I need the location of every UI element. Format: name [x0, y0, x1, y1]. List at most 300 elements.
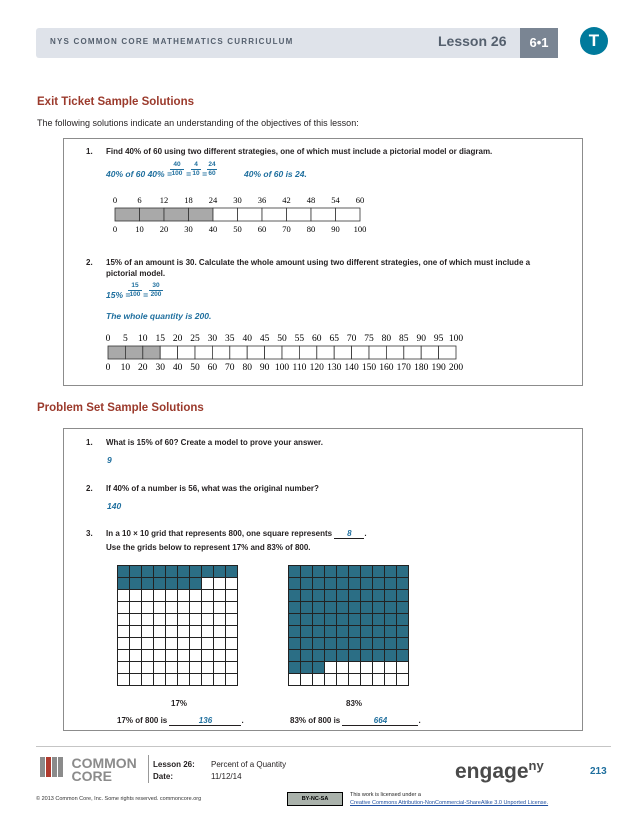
grid-square: [313, 578, 325, 590]
grid-square: [361, 674, 373, 686]
q1-tape-bottom-label: 60: [257, 224, 267, 234]
q1-tape-segment: [287, 208, 312, 221]
grid-square: [349, 602, 361, 614]
grid-square: [397, 674, 409, 686]
grid-square: [349, 566, 361, 578]
grid-square: [325, 674, 337, 686]
grid-square: [166, 674, 178, 686]
grid-square: [226, 602, 238, 614]
grid-square: [349, 674, 361, 686]
q2-tape-top-label: 50: [277, 334, 287, 344]
q1-tape-top-label: 54: [331, 195, 340, 205]
grid-square: [214, 662, 226, 674]
grid-square: [130, 662, 142, 674]
grid-square: [190, 602, 202, 614]
grid2-caption: 83%: [346, 699, 363, 708]
grid-square: [166, 566, 178, 578]
q2-tape-bottom-label: 90: [259, 363, 270, 373]
q2-tape-bottom-label: 150: [361, 363, 377, 373]
q2-tape-bottom-label: 130: [327, 363, 342, 373]
q1-tape-bottom-label: 80: [306, 224, 316, 234]
q1-tape-top-label: 6: [137, 195, 142, 205]
grid-square: [301, 602, 313, 614]
q2-tape-bottom-label: 120: [309, 363, 324, 373]
grid-square: [289, 674, 301, 686]
grid-square: [178, 602, 190, 614]
footer-lesson-label: Lesson 26:: [153, 760, 195, 769]
q2-tape-segment: [178, 346, 195, 359]
q2-tape-diagram: [100, 330, 470, 376]
grid-square: [214, 638, 226, 650]
q2-tape-segment: [369, 346, 386, 359]
grid-square: [289, 626, 301, 638]
copyright: © 2013 Common Core, Inc. Some rights reserved. commoncore.org: [36, 796, 202, 802]
grid-square: [202, 638, 214, 650]
q2-tape-top-label: 65: [329, 334, 339, 344]
q2-tape-segment: [317, 346, 334, 359]
grid-square: [166, 650, 178, 662]
grid-square: [361, 626, 373, 638]
grid-square: [202, 566, 214, 578]
q1-tape-segment: [189, 208, 214, 221]
q2-tape-segment: [386, 346, 403, 359]
grid1-sentence: 17% of 800 is 136 .: [117, 716, 244, 725]
q2-tape-segment: [143, 346, 160, 359]
grid-square: [397, 650, 409, 662]
grid-square: [190, 674, 202, 686]
grid-square: [154, 662, 166, 674]
q2-answer-prefix: 15% =: [106, 290, 131, 300]
q2-tape-top-label: 0: [105, 334, 111, 344]
grid-square: [190, 566, 202, 578]
cc-license-badge: BY-NC-SA: [287, 792, 343, 806]
grid-square: [226, 662, 238, 674]
q2-tape-top-label: 40: [242, 334, 252, 344]
grid-square: [361, 578, 373, 590]
q1-fraction-3: $\frac{24}{60}$: [208, 161, 216, 177]
grid-square: [190, 614, 202, 626]
q2-tape-top-label: 95: [433, 334, 444, 344]
q1-answer-result: 40% of 60 is 24.: [244, 169, 307, 179]
grid-square: [130, 674, 142, 686]
grid-square: [301, 626, 313, 638]
grid-square: [130, 614, 142, 626]
grid-square: [166, 626, 178, 638]
grid-square: [118, 614, 130, 626]
grid-square: [289, 590, 301, 602]
grid-square: [142, 638, 154, 650]
grid-square: [349, 614, 361, 626]
q2-fraction-2: $\frac{30}{200}$: [150, 282, 162, 298]
grid-square: [373, 566, 385, 578]
q1-tape-bottom-label: 100: [353, 224, 367, 234]
q2-tape-bottom-label: 70: [225, 363, 235, 373]
ps-q1-text: What is 15% of 60? Create a model to prove your answer.: [106, 438, 323, 447]
grid-square: [337, 638, 349, 650]
q1-tape-top-label: 48: [306, 195, 316, 205]
grid-square: [214, 578, 226, 590]
grid-square: [373, 674, 385, 686]
grid-square: [373, 650, 385, 662]
grid-square: [349, 662, 361, 674]
footer-date-value: 11/12/14: [211, 772, 242, 781]
grid-square: [385, 674, 397, 686]
grid-square: [226, 638, 238, 650]
grid-17-percent: [117, 565, 238, 686]
q2-tape-bottom-label: 140: [344, 363, 359, 373]
grid-square: [118, 662, 130, 674]
grid-square: [154, 650, 166, 662]
ps-q3-answer: 8: [334, 529, 364, 539]
grid-square: [226, 578, 238, 590]
q1-tape-segment: [336, 208, 361, 221]
grid-square: [130, 578, 142, 590]
grid-square: [289, 614, 301, 626]
q2-tape-top-label: 85: [399, 334, 409, 344]
q1-tape-diagram: [100, 192, 380, 236]
q2-tape-top-label: 75: [364, 334, 374, 344]
grid-square: [349, 590, 361, 602]
grid-square: [118, 590, 130, 602]
grid-square: [361, 590, 373, 602]
grid-square: [397, 638, 409, 650]
q1-tape-top-label: 24: [208, 195, 218, 205]
grid-square: [385, 662, 397, 674]
grid-square: [214, 566, 226, 578]
q1-text: Find 40% of 60 using two different strategies, one of which must include a pictorial model or diagram.: [106, 147, 493, 156]
q2-tape-segment: [282, 346, 299, 359]
q1-answer-prefix: 40% of 60 40% =: [106, 169, 172, 179]
grid-square: [313, 590, 325, 602]
q1-tape-top-label: 18: [184, 195, 193, 205]
q1-tape-top-label: 42: [282, 195, 291, 205]
grid-square: [142, 626, 154, 638]
grid-square: [361, 650, 373, 662]
grid-square: [313, 626, 325, 638]
grid-square: [385, 650, 397, 662]
grid-square: [166, 614, 178, 626]
grid-square: [373, 626, 385, 638]
grid-square: [289, 662, 301, 674]
grid-square: [178, 578, 190, 590]
grid-square: [154, 674, 166, 686]
grid-square: [313, 614, 325, 626]
grid-square: [154, 626, 166, 638]
grid-square: [130, 566, 142, 578]
grid-square: [325, 602, 337, 614]
q2-tape-bottom-label: 110: [292, 363, 307, 373]
grid-square: [154, 590, 166, 602]
q1-tape-bottom-label: 50: [233, 224, 242, 234]
grid-square: [166, 638, 178, 650]
q1-tape-bottom-label: 20: [159, 224, 169, 234]
grid-square: [190, 650, 202, 662]
q2-tape-bottom-label: 0: [105, 363, 111, 373]
q2-tape-segment: [334, 346, 351, 359]
grid-square: [385, 590, 397, 602]
grid-square: [349, 578, 361, 590]
grid-square: [349, 626, 361, 638]
q1-tape-segment: [140, 208, 165, 221]
q2-text-line1: 15% of an amount is 30. Calculate the whole amount using two different strategies, one of which must include a: [106, 258, 531, 267]
q2-tape-segment: [212, 346, 229, 359]
grid-83-percent: [288, 565, 409, 686]
grid-square: [166, 590, 178, 602]
grid-square: [166, 662, 178, 674]
grid-square: [142, 662, 154, 674]
q1-tape-bottom-label: 0: [112, 224, 118, 234]
q1-tape-segment: [262, 208, 287, 221]
grid-square: [349, 650, 361, 662]
grid-square: [226, 614, 238, 626]
grid-square: [154, 602, 166, 614]
q1-tape-top-label: 12: [159, 195, 169, 205]
grid-square: [202, 626, 214, 638]
grid-square: [226, 650, 238, 662]
grid-square: [202, 662, 214, 674]
grid2-answer: 664: [342, 716, 418, 726]
exit-ticket-intro: The following solutions indicate an understanding of the objectives of this lesson:: [37, 118, 359, 128]
q2-tape-top-label: 45: [259, 334, 270, 344]
grid-square: [142, 590, 154, 602]
grid-square: [373, 578, 385, 590]
footer-separator: [148, 755, 149, 783]
grid-square: [325, 614, 337, 626]
grid-square: [178, 614, 190, 626]
q2-tape-bottom-label: 40: [172, 363, 183, 373]
license-link[interactable]: Creative Commons Attribution-NonCommercial-ShareAlike 3.0 Unported License.: [350, 800, 549, 806]
grid-square: [202, 602, 214, 614]
grid-square: [385, 626, 397, 638]
grid-square: [325, 650, 337, 662]
q1-fraction-1: $\frac{40}{100}$: [171, 161, 183, 177]
q2-tape-segment: [160, 346, 177, 359]
grid-square: [325, 578, 337, 590]
q2-tape-segment: [108, 346, 125, 359]
q1-tape-segment: [115, 208, 140, 221]
grid-square: [289, 566, 301, 578]
grid-square: [373, 614, 385, 626]
q2-tape-segment: [230, 346, 247, 359]
grid-square: [289, 638, 301, 650]
q2-eq: =: [143, 290, 148, 300]
q2-tape-segment: [352, 346, 369, 359]
grid-square: [118, 626, 130, 638]
q2-tape-bottom-label: 60: [207, 363, 218, 373]
grid-square: [178, 662, 190, 674]
grid-square: [301, 614, 313, 626]
grid-square: [301, 674, 313, 686]
grid-square: [289, 650, 301, 662]
grid-square: [337, 650, 349, 662]
grid-square: [385, 578, 397, 590]
q1-tape-top-label: 60: [355, 195, 365, 205]
q1-tape-segment: [238, 208, 263, 221]
grid-square: [118, 638, 130, 650]
grid-square: [385, 638, 397, 650]
q1-tape-bottom-label: 30: [184, 224, 193, 234]
grid-square: [118, 566, 130, 578]
q1-tape-bottom-label: 90: [331, 224, 340, 234]
engage-ny-logo: engage$^{ny}$: [455, 758, 544, 783]
q1-fraction-2: $\frac{4}{10}$: [192, 161, 200, 177]
q1-tape-top-label: 30: [233, 195, 242, 205]
grid-square: [142, 602, 154, 614]
q2-tape-segment: [195, 346, 212, 359]
curriculum-title: NYS COMMON CORE MATHEMATICS CURRICULUM: [50, 37, 294, 46]
q1-number: 1.: [86, 147, 93, 156]
q2-tape-segment: [265, 346, 282, 359]
footer-date-label: Date:: [153, 772, 174, 781]
footer-lesson-value: Percent of a Quantity: [211, 760, 287, 769]
q1-tape-top-label: 36: [257, 195, 267, 205]
grid-square: [373, 662, 385, 674]
grid-square: [337, 626, 349, 638]
grid-square: [373, 602, 385, 614]
q2-tape-segment: [247, 346, 264, 359]
grid1-answer: 136: [169, 716, 241, 726]
q1-tape-segment: [213, 208, 238, 221]
grid-square: [373, 590, 385, 602]
grid-square: [130, 590, 142, 602]
grid-square: [202, 650, 214, 662]
q2-tape-segment: [125, 346, 142, 359]
grid-square: [154, 578, 166, 590]
q2-tape-bottom-label: 200: [448, 363, 464, 373]
grid-square: [142, 674, 154, 686]
q1-tape-bottom-label: 10: [135, 224, 144, 234]
grid-square: [313, 674, 325, 686]
q2-tape-bottom-label: 10: [120, 363, 131, 373]
grid-square: [214, 650, 226, 662]
grid-square: [289, 578, 301, 590]
grid-square: [361, 602, 373, 614]
grid-square: [190, 638, 202, 650]
grid-square: [190, 662, 202, 674]
grid-square: [337, 590, 349, 602]
q2-tape-top-label: 90: [416, 334, 426, 344]
lesson-number: Lesson 26: [438, 33, 507, 49]
grid-square: [337, 566, 349, 578]
grid-square: [202, 590, 214, 602]
grid-square: [313, 662, 325, 674]
q2-tape-bottom-label: 30: [155, 363, 165, 373]
grid2-sentence: 83% of 800 is 664 .: [290, 716, 421, 725]
q2-fraction-1: $\frac{15}{100}$: [129, 282, 141, 298]
grid-square: [214, 674, 226, 686]
q2-answer-result: The whole quantity is 200.: [106, 311, 212, 321]
grid-square: [142, 614, 154, 626]
q1-eq-1: =: [186, 169, 191, 179]
grid-square: [214, 602, 226, 614]
grid-square: [325, 662, 337, 674]
grid-square: [166, 602, 178, 614]
q2-tape-top-label: 20: [172, 334, 183, 344]
grid-square: [361, 638, 373, 650]
grid-square: [130, 602, 142, 614]
grid-square: [154, 638, 166, 650]
grid-square: [397, 626, 409, 638]
grid-square: [178, 590, 190, 602]
grid-square: [337, 614, 349, 626]
grid-square: [154, 566, 166, 578]
q2-tape-top-label: 60: [312, 334, 322, 344]
ps-q1-answer: 9: [107, 455, 112, 465]
grid-square: [325, 626, 337, 638]
grid-square: [130, 638, 142, 650]
grid-square: [130, 650, 142, 662]
grid-square: [301, 566, 313, 578]
grid-square: [214, 590, 226, 602]
q1-tape-bottom-label: 40: [208, 224, 218, 234]
grid-square: [118, 650, 130, 662]
grid-square: [337, 602, 349, 614]
grid-square: [301, 662, 313, 674]
grid1-caption: 17%: [171, 699, 188, 708]
ps-q1-number: 1.: [86, 438, 93, 447]
grid-square: [226, 626, 238, 638]
grid-square: [166, 578, 178, 590]
grid-square: [313, 650, 325, 662]
q1-tape-top-label: 0: [112, 195, 118, 205]
grid-square: [226, 674, 238, 686]
q2-tape-segment: [421, 346, 438, 359]
grid-square: [178, 674, 190, 686]
ps-q3-text: In a 10 × 10 grid that represents 800, one square represents 8 .: [106, 529, 367, 538]
grid-square: [178, 626, 190, 638]
grid-square: [385, 614, 397, 626]
grid-square: [118, 578, 130, 590]
grid-square: [385, 602, 397, 614]
grid-square: [190, 626, 202, 638]
q2-tape-bottom-label: 80: [242, 363, 252, 373]
ps-q2-number: 2.: [86, 484, 93, 493]
grid-square: [130, 626, 142, 638]
q2-tape-top-label: 35: [225, 334, 235, 344]
grid-square: [337, 578, 349, 590]
grid-square: [397, 590, 409, 602]
common-core-logo: COMMON CORE: [40, 757, 137, 783]
grid-square: [289, 602, 301, 614]
grid-square: [313, 638, 325, 650]
q2-tape-segment: [404, 346, 421, 359]
q2-tape-bottom-label: 170: [396, 363, 411, 373]
grid-square: [190, 590, 202, 602]
q1-tape-segment: [164, 208, 189, 221]
q2-tape-bottom-label: 190: [431, 363, 446, 373]
ps-q2-answer: 140: [107, 501, 122, 511]
q2-tape-bottom-label: 160: [379, 363, 394, 373]
q2-number: 2.: [86, 258, 93, 267]
q2-tape-top-label: 5: [123, 334, 128, 344]
grid-square: [142, 650, 154, 662]
grid-square: [202, 674, 214, 686]
grid-square: [361, 662, 373, 674]
ps-q3-number: 3.: [86, 529, 93, 538]
grid-square: [154, 614, 166, 626]
q2-tape-top-label: 15: [155, 334, 165, 344]
grid-square: [301, 638, 313, 650]
grid-square: [226, 566, 238, 578]
grid-square: [313, 566, 325, 578]
grid-square: [397, 662, 409, 674]
q2-text-line2: pictorial model.: [106, 269, 166, 278]
grid-square: [178, 638, 190, 650]
q1-eq-2: =: [202, 169, 207, 179]
footer-divider: [36, 746, 611, 747]
q2-tape-bottom-label: 50: [190, 363, 200, 373]
exit-ticket-title: Exit Ticket Sample Solutions: [37, 96, 194, 108]
